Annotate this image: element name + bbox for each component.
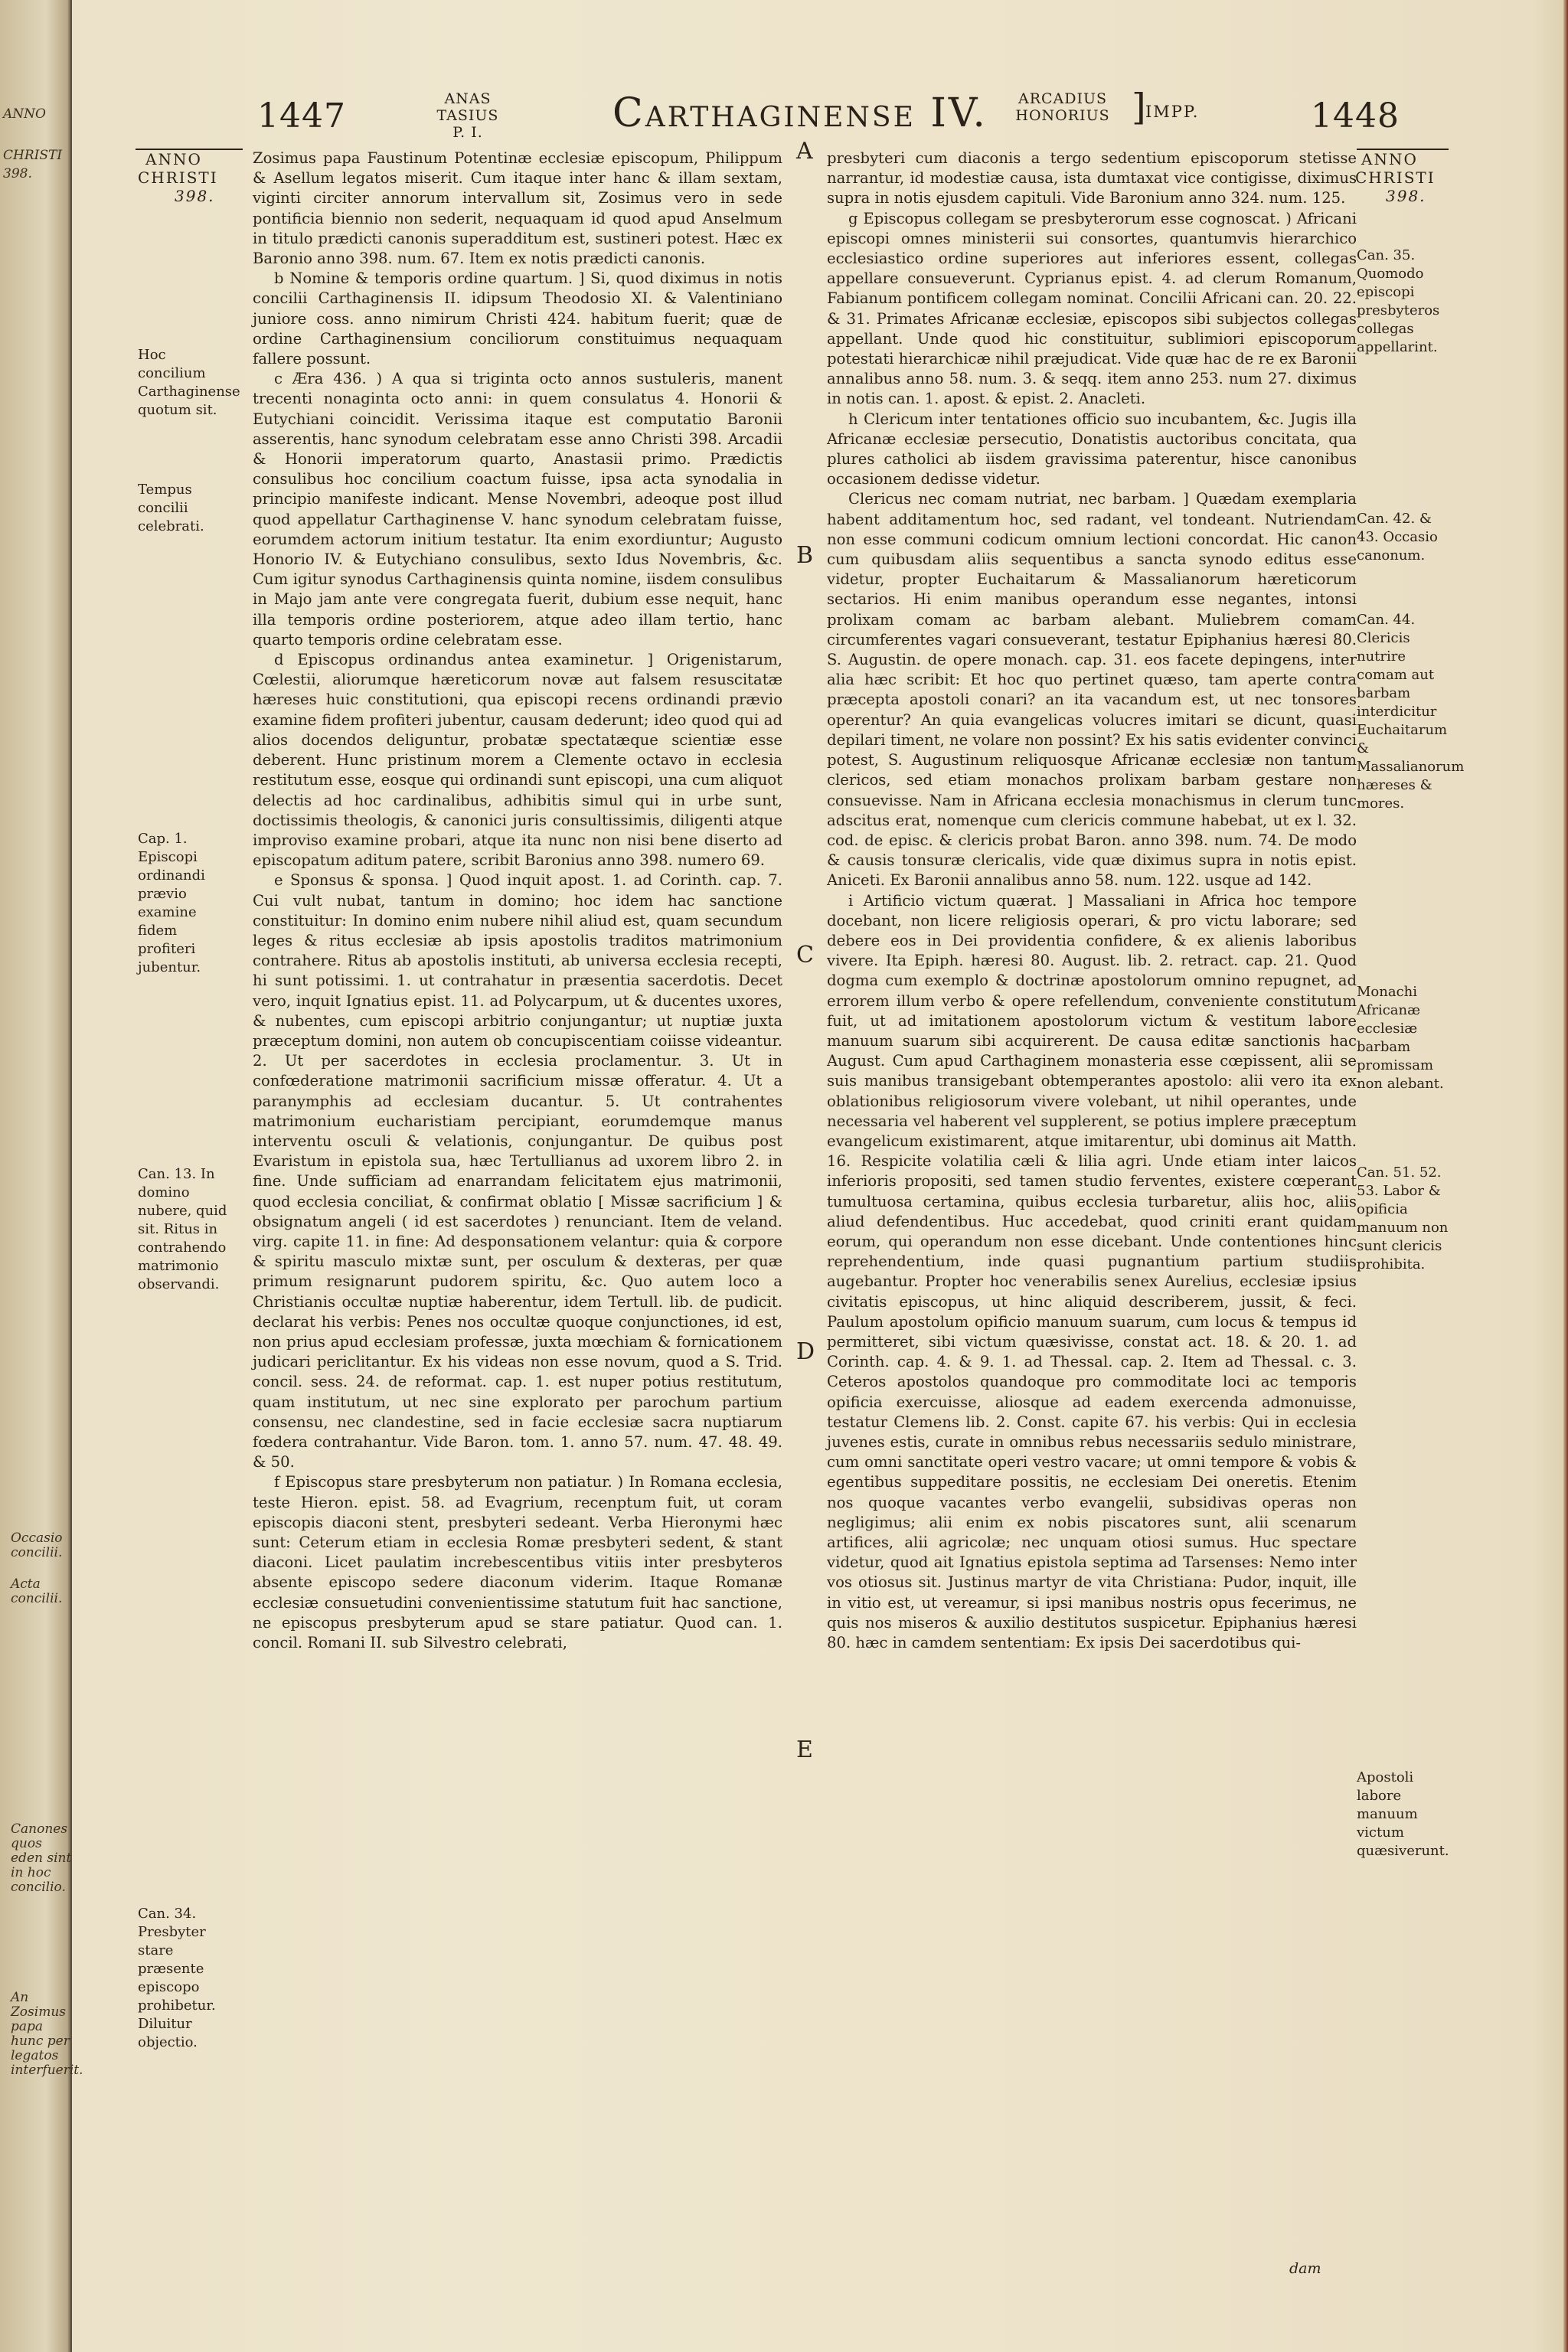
header-right-word: IMPP.	[1145, 103, 1200, 121]
left-paragraph-5: e Sponsus & sponsa. ] Quod inquit apost. 1. ad Corinth. cap. 7. Cui vult nubat, tantum in domino; hoc idem hac sanctione constituitur: In domino enim nubere nihil aliud est, quam secundum leges & ritus ecclesiæ ab ipsis apostolis traditos matrimonium contrahere. Ritus ab apostolis instituti, ab universa ecclesia recepti, hi sunt potissimi. 1. ut contrahatur in præsentia sacerdotis. Decet vero, inquit Ignatius epist. 11. ad Polycarpum, ut & ducentes uxores, & nubentes, cum episcopi arbitrio conjungantur; ut nuptiæ juxta præceptum domini, non autem ob concupiscentiam coiisse videantur. 2. Ut per sacerdotes in ecclesia proclamentur. 3. Ut in confœderatione matrimonii sacrificium missæ offeratur. 4. Ut a paranymphis ad ecclesiam ducantur. 5. Ut contrahentes matrimonium eucharistiam percipiant, eorumdemque manus interventu osculi & velationis, conjungantur. De quibus post Evaristum in epistola sua, hæc Tertullianus ad uxorem libro 2. in fine. Unde sufficiam ad enarrandam felicitatem ejus matrimonii, quod ecclesia conciliat, & confirmat oblatio [ Missæ sacrificium ] & obsignatum angeli ( id est sacerdotes ) renunciant. Item de veland. virg. capite 11. in fine: Ad desponsationem velantur: quia & corpore & spiritu masculo mixtæ sunt, per osculum & dexteras, per quæ primum resignarunt pudorem spiritu, &c. Quo autem loco a Christianis occultæ nuptiæ haberentur, idem Tertull. lib. de pudicit. declarat his verbis: Penes nos occultæ quoque conjunctiones, id est, non prius apud ecclesiam professæ, juxta mœchiam & fornicationem judicari periclitantur. Ex his videas non esse novum, quod a S. Trid. concil. sess. 24. de reformat. cap. 1. est nuper potius restitutum, quam institutum, ut nec sine explorato per parochum partium consensu, nec clandestine, sed in facie ecclesiæ sacra nuptiarum fœdera contrahantur. Vide Baron. tom. 1. anno 57. num. 47. 48. 49. & 50.	[253, 871, 782, 1472]
year-left	[138, 150, 245, 205]
margin-left-gloss-1: Hoc concilium Carthaginense quotum sit.	[138, 347, 240, 418]
catchword: dam	[1289, 2260, 1321, 2277]
prev-year-3: 398.	[3, 166, 32, 181]
header-left-line-2: P. I.	[452, 124, 483, 141]
margin-right-gloss-5: Can. 51. 52. 53. Labor & opificia manuum non sunt clericis prohibita.	[1357, 1165, 1449, 1272]
margin-left-gloss-2: Tempus concilii celebrati.	[138, 482, 204, 534]
section-letter-a: A	[796, 138, 813, 165]
year-left-line-1: ANNO	[145, 150, 202, 168]
margin-left-gloss-4: Can. 13. In domino nubere, quid sit. Ritus in contrahendo matrimonio observandi.	[138, 1166, 227, 1292]
left-paragraph-6: f Episcopus stare presbyterum non patiatur. ) In Romana ecclesia, teste Hieron. epist. 58. ad Evagrium, recenptum fuit, ut coram episcopis diaconi stent, presbyteri sedeant. Verba Hieronymi hæc sunt: Ceterum etiam in ecclesia Romæ presbyteri sedent, & stant diaconi. Licet paulatim increbescentibus vitiis inter presbyteros absente episcopo sedere diaconum viderim. Itaque Romanæ ecclesiæ consuetudini convenientissime statutum fuit hac sanctione, ne episcopus presbyterum apud se stare patiatur. Quod can. 1. concil. Romani II. sub Silvestro celebrati,	[253, 1473, 782, 1652]
header-left-side	[426, 90, 510, 141]
prev-gloss-1: Occasio concilii.	[11, 1530, 63, 1560]
page-edge-right	[1563, 0, 1568, 2352]
year-right-line-1: ANNO	[1361, 150, 1418, 168]
section-letter-b: B	[796, 542, 814, 569]
header-left-line-1: ANAS TASIUS	[436, 90, 499, 124]
section-letter-c: C	[796, 942, 814, 969]
prev-gloss-2: Acta concilii.	[11, 1576, 63, 1606]
year-left-line-3: 398.	[175, 187, 215, 205]
left-paragraph-4: d Episcopus ordinandus antea examinetur. ] Origenistarum, Cœlestii, aliorumque hæreticorum novæ aut falsem resuscitatæ hæreses huic constitutioni, qua episcopi recens ordinandi prævio examine fidem profiteri jubentur, causam dederunt; ideo quod qui ad alios docendos deliguntur, probatæ spectatæque scientiæ esse deberent. Hunc pristinum morem a Clemente octavo in ecclesia restitutum esse, eosque qui ordinandi sunt episcopi, una cum aliquot delectis ad hoc cardinalibus, adhibitis simul qui in urbe sunt, doctissimis theologis, & canonici juris consultissimis, diligenti atque improviso examine probari, atque ita nunc non nisi bene diserto ad episcopatum aditum patere, scribit Baronius anno 398. numero 69.	[253, 651, 782, 870]
header-brace: ]	[1132, 86, 1146, 129]
margin-right-gloss-2: Can. 42. & 43. Occasio canonum.	[1357, 511, 1438, 564]
prev-year-2: CHRISTI	[3, 148, 63, 163]
text-column-left	[253, 149, 782, 1653]
section-letter-e: E	[796, 1736, 813, 1763]
right-paragraph-3: h Clericum inter tentationes officio suo incubantem, &c. Jugis illa Africanæ ecclesiæ persecutio, Donatistis auctoribus concitata, qua plures catholici ab iisdem gravissima paterentur, hisce canonibus occasionem dedisse videtur.	[827, 410, 1357, 488]
page-number-left: 1447	[257, 96, 346, 136]
margin-right-gloss-1: Can. 35. Quomodo episcopi presbyteros collegas appellarint.	[1357, 247, 1440, 355]
right-paragraph-5: i Artificio victum quærat. ] Massaliani in Africa hoc tempore docebant, non licere religiosis operari, & pro victu laborare; sed debere eos in Dei providentia confidere, & ex alienis laboribus vivere. Ita Epiph. hæresi 80. August. lib. 2. retract. cap. 21. Quod dogma cum exemplo & doctrinæ apostolorum omnino repugnet, ad errorem illum verbo & opere refellendum, conveniente constitutum fuit, ut ad imitationem apostolorum victum & vestitum labore manuum suarum sibi acquirerent. De causa editæ sanctionis hac August. Cum apud Carthaginem monasteria esse cœpissent, alii se suis manibus transigebant obtemperantes apostolo: alii vero ita ex oblationibus religiosorum vivere volebant, ut nihil operantes, unde necessaria vel haberent vel supplerent, se potius implere præceptum evangelicum existimarent, atque imitarentur, ubi dominus ait Matth. 16. Respicite volatilia cæli & lilia agri. Unde etiam inter laicos inferioris propositi, sed tamen studio ferventes, existere cœperant tumultuosa certamina, quibus ecclesia turbaretur, aliis hoc, aliis aliud defendentibus. Huc accedebat, quod criniti erant quidam eorum, qui operandum non esse dicebant. Unde contentiones hinc reprehendentium, inde quasi pugnantium partium studiis augebantur. Propter hoc venerabilis senex Aurelius, ecclesiæ ipsius civitatis episcopus, ut hinc aliquid describerem, jussit, & feci. Paulum apostolum opificio manuum suarum, cum locus & tempus id permitteret, sibi victum quæsivisse, constat act. 18. & 20. 1. ad Corinth. cap. 4. & 9. 1. ad Thessal. cap. 2. Item ad Thessal. c. 3. Ceteros apostolos quandoque pro commoditate loci ac temporis opificia exercuisse, aliosque ad eadem exercenda admonuisse, testatur Clemens lib. 2. Const. capite 67. his verbis: Qui in ecclesia juvenes estis, curate in omnibus rebus necessariis sedulo ministrare, cum omni sanctitate operi vestro vacare; ut omni tempore & vobis & egentibus suppeditare possitis, ne ecclesiam Dei oneretis. Etenim nos quoque vacantes verbo evangelii, subsidivas operas non negligimus; alii enim ex nobis piscatores sunt, alii scenarum artifices, alii agricolæ; nec unquam otiosi sumus. Huc spectare videtur, quod ait Ignatius epistola septima ad Tarsenses: Nemo inter vos otiosus sit. Justinus martyr de vita Christiana: Pudor, inquit, ille in vitio est, ut vereamur, si ipsi manibus nostris opus fecerimus, ne quis nos miseros & auxilio destitutos suspicetur. Epiphanius hæresi 80. hæc in camdem sententiam: Ex ipsis Dei sacerdotibus qui-	[827, 891, 1357, 1652]
left-paragraph-1: Zosimus papa Faustinum Potentinæ ecclesiæ episcopum, Philippum & Asellum legatos miserit. Cum itaque inter hanc & illam sextam, viginti circiter annorum intervallum sit, Zosimus vero in sede pontificia biennio non sederit, nequaquam id quod apud Anselmum in titulo prædicti canonis superadditum est, sustineri potest. Hæc ex Baronio anno 398. num. 67. Item ex notis prædicti canonis.	[253, 149, 782, 268]
section-letter-d: D	[796, 1338, 815, 1365]
header-right-line-1: ARCADIUS	[1018, 90, 1108, 107]
margin-right-gloss-6: Apostoli labore manuum victum quæsiverunt.	[1357, 1769, 1449, 1859]
prev-gloss-3: Canones quos eden sint in hoc concilio.	[11, 1821, 72, 1895]
prev-gloss-4: An Zosimus papa hunc per legatos interfuerit.	[11, 1990, 83, 2078]
header-right-line-2: HONORIUS	[1015, 107, 1110, 124]
previous-page-edge	[0, 0, 83, 2352]
right-paragraph-1: presbyteri cum diaconis a tergo sedentium episcoporum stetisse narrantur, id modestiæ causa, ista dumtaxat vice contigisse, diximus supra in notis ejusdem capituli. Vide Baronium anno 324. num. 125.	[827, 149, 1357, 207]
prev-year-1: ANNO	[3, 106, 46, 122]
left-paragraph-3: c Æra 436. ) A qua si triginta octo annos sustuleris, manent trecenti nonaginta octo anni: in quem consulatus 4. Honorii & Eutychiani coincidit. Verissima itaque est computatio Baronii asserentis, hanc synodum celebratam esse anno Christi 398. Arcadii & Honorii imperatorum quarto, Anastasii primo. Prædictis consulibus hoc concilium coactum fuisse, ipsa acta synodalia in principio manifeste indicant. Mense Novembri, adeoque post illud quod appellatur Carthaginense V. hanc synodum celebratam fuisse, eorumdem actorum initium testatur. Ita enim exordiuntur; Augusto Honorio IV. & Eutychiano consulibus, sexto Idus Novembris, &c. Cum igitur synodus Carthaginensis quinta nomine, iisdem consulibus in Majo jam ante vere congregata fuerit, dubium esse nequit, hanc illa temporis ordine posteriorem, atque adeo illam tertio, hanc quarto temporis ordine celebratam esse.	[253, 370, 782, 648]
right-paragraph-4: Clericus nec comam nutriat, nec barbam. ] Quædam exemplaria habent additamentum hoc, sed radant, vel tondeant. Nutriendam non esse communi codicum omnium lectioni concordat. Hic canon cum quibusdam aliis sequentibus a sancta synodo editus esse videtur, propter Euchaitarum & Massalianorum hæreticorum sectarios. Hi enim manibus operandum esse negantes, intonsi prolixam comam ac barbam alebant. Muliebrem comam circumferentes vagari consueverant, testatur Epiphanius hæresi 80. S. Augustin. de opere monach. cap. 31. eos facete depingens, inter alia hæc scribit: Et hoc quo pertinet quæso, tam aperte contra præcepta apostoli conari? an ita vacandum est, ut nec tonsores operentur? An quia evangelicas volucres imitari se dicunt, quasi depilari timent, ne volare non possint? Ex his satis evidenter convinci potest, S. Augustinum reliquosque Africanæ ecclesiæ non tantum clericos, sed etiam monachos prolixam barbam gestare non consuevisse. Nam in Africana ecclesia monachismus in clerum tunc adscitus erat, nomenque cum clericis commune habebat, ut ex l. 32. cod. de episc. & clericis probat Baron. anno 398. num. 74. De modo & causis tonsuræ clericalis, vide quæ diximus supra in notis epist. Aniceti. Ex Baronii annalibus anno 58. num. 122. usque ad 142.	[827, 490, 1357, 890]
running-header	[0, 86, 1568, 142]
right-paragraph-2: g Episcopus collegam se presbyterorum esse cognoscat. ) Africani episcopi omnes ministerii sui consortes, quantumvis hierarchico ecclesiastico ordine superiores aut inferiores essent, collegas appellare consueverunt. Cyprianus epist. 4. ad clerum Romanum, Fabianum pontificem collegam nominat. Concilii Africani can. 20. 22. & 31. Primates Africanæ ecclesiæ, episcopos sibi subjectos collegas appellant. Unde quod hic constituitur, sublimiori episcoporum potestati hierarchicæ nihil præjudicat. Vide quæ hac de re ex Baronii annalibus anno 58. num. 3. & seqq. item anno 253. num 27. diximus in notis can. 1. apost. & epist. 2. Anacleti.	[827, 209, 1357, 408]
year-left-line-2: CHRISTI	[138, 168, 218, 187]
margin-right-gloss-4: Monachi Africanæ ecclesiæ barbam promissam non alebant.	[1357, 984, 1444, 1092]
margin-left-gloss-3: Cap. 1. Episcopi ordinandi prævio examine fidem profiteri jubentur.	[138, 831, 205, 975]
year-right-line-2: CHRISTI	[1355, 168, 1436, 187]
year-right	[1355, 150, 1455, 205]
margin-right-gloss-3: Can. 44. Clericis nutrire comam aut barbam interdicitur Euchaitarum & Massalianorum hæreses & mores.	[1357, 612, 1465, 812]
page-number-right: 1448	[1311, 96, 1400, 136]
header-right-side	[1009, 90, 1116, 124]
margin-left-gloss-5: Can. 34. Presbyter stare præsente episcopo prohibetur. Diluitur objectio.	[138, 1906, 216, 2050]
text-column-right	[827, 149, 1357, 1653]
page-title: Carthaginense IV.	[612, 90, 988, 136]
year-right-line-3: 398.	[1386, 187, 1426, 205]
left-paragraph-2: b Nomine & temporis ordine quartum. ] Si, quod diximus in notis concilii Carthaginensis II. idipsum Theodosio XI. & Valentiniano juniore coss. anno nimirum Christi 424. habitum fuerit; quæ de ordine Carthaginensium conciliorum constituimus nequaquam fallere possunt.	[253, 270, 782, 368]
